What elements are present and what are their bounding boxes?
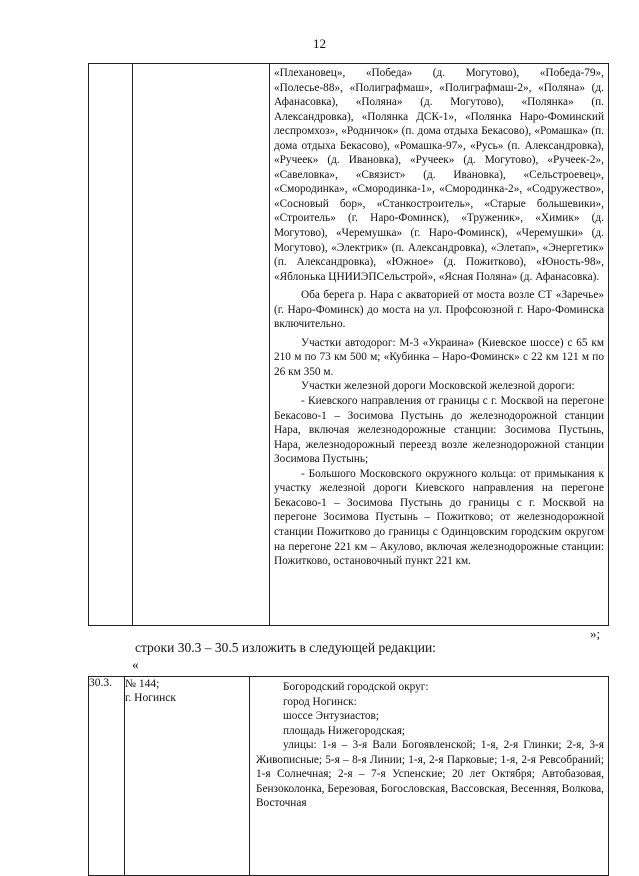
row-content-cell <box>250 677 609 876</box>
top-table-name-cell <box>133 64 270 626</box>
content-line: город Ногинск: <box>283 695 357 708</box>
railway-heading: Участки железной дороги Московской железной дороги: <box>301 380 575 393</box>
top-table-content-cell <box>270 64 609 626</box>
row-name-cell <box>125 677 250 876</box>
row-number: 30.3. <box>89 677 112 689</box>
opening-quote: « <box>132 657 139 672</box>
content-line: Богородский городской округ: <box>283 681 429 693</box>
river-paragraph: Оба берега р. Нара с акваторией от моста возле СТ «Заречье» (г. Наро-Фоминск) до моста на ул. Профсоюзной г. Наро-Фоминска включительно. <box>274 289 604 331</box>
row-number-cell <box>89 677 125 876</box>
district-city: г. Ногинск <box>125 692 176 704</box>
streets-paragraph: улицы: 1-я – 3-я Вали Богоявленской; 1-я, 2-я Глинки; 2-я, 3-я Живописные; 5-я – 8-я Линии; 1-я, 2-я Парковые; 1-я, 2-я Ревсобраний; 1-я Солнечная; 2-я – 7-я Успенские; 20 лет Октября; Автобазовая, Бензоколонка, Березовая, Богословская, Вассовская, Весенняя, Волкова, Восточная <box>256 739 604 810</box>
railway-ring-paragraph: - Большого Московского окружного кольца: от примыкания к участку железной дороги Киевского направления на перегоне Бекасово-1 – Зосимова Пустынь до границы с г. Москвой на перегоне Зосимова Пустынь – Пожитково; от железнодорожной станции Пожитково до границы с Одинцовским городским округом на перегоне 221 км – Акулово, включая железнодорожные станции: Пожитково, остановочный пункт 221 км. <box>274 467 604 568</box>
snt-list-paragraph: «Плехановец», «Победа» (д. Могутово), «Победа-79», «Полесье-88», «Полиграфмаш», «Полиграфмаш-2», «Поляна» (д. Афанасовка), «Поляна» (д. Могутово), «Полянка» (п. Александровка), «Полянка ДСК-1», «Полянка Наро-Фоминский леспромхоз», «Родничок» (п. дома отдыха Бекасово), «Ромашка» (п. дома отдыха Бекасово), «Ромашка-97», «Русь» (п. Александровка), «Ручеек» (д. Ивановка), «Ручеек» (д. Могутово), «Ручеек-2», «Савеловка», «Связист» (д. Ивановка), «Сельстроевец», «Смородинка», «Смородинка-1», «Смородинка-2», «Содружество», «Сосновый бор», «Станкостроитель», «Старые большевики», «Строитель» (г. Наро-Фоминск), «Труженик», «Химик» (д. Могутово), «Черемушка» (г. Наро-Фоминск), «Черемушки» (д. Могутово), «Электрик» (п. Александровка), «Элетап», «Энергетик» (п. Александровка), «Южное» (д. Пожитково), «Юность-98», «Яблонька ЦНИИЭПСельстрой», «Ясная Поляна» (д. Афанасовка). <box>274 67 604 283</box>
bottom-table <box>88 676 609 876</box>
closing-quote: »; <box>590 626 601 641</box>
railway-kiev-paragraph: - Киевского направления от границы с г. Москвой на перегоне Бекасово-1 – Зосимова Пустынь до железнодорожной станции Нара, включая железнодорожные станции: Зосимова Пустынь, Нара, железнодорожный переезд возле железнодорожной станции Зосимова Пустынь; <box>274 395 604 466</box>
amendment-intro: строки 30.3 – 30.5 изложить в следующей редакции: <box>135 640 436 655</box>
top-table-number-cell <box>89 64 133 626</box>
top-table <box>88 63 609 626</box>
page-number: 12 <box>313 36 326 51</box>
content-line: площадь Нижегородская; <box>283 724 406 737</box>
district-number: № 144; <box>125 678 160 690</box>
roads-paragraph: Участки автодорог: М-3 «Украина» (Киевское шоссе) с 65 км 210 м по 73 км 500 м; «Кубинка – Наро-Фоминск» с 22 км 121 м по 26 км 350 м. <box>274 336 604 378</box>
content-line: шоссе Энтузиастов; <box>283 710 380 723</box>
